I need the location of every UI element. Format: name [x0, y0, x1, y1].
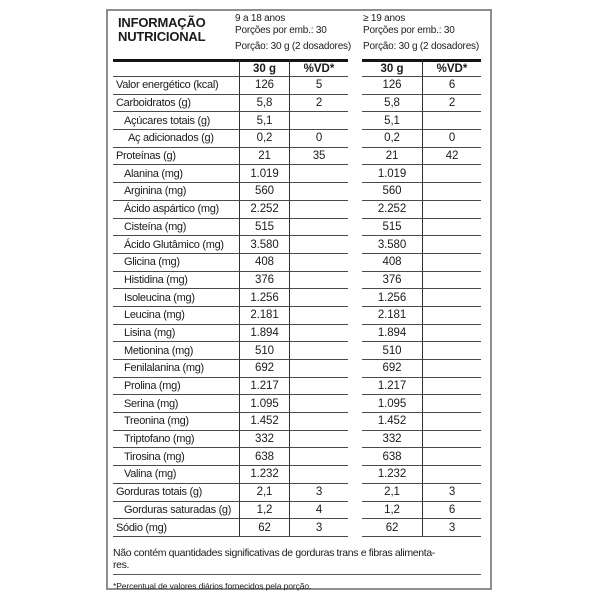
column-gap — [348, 378, 362, 396]
servings-per-pack-label: Porções por emb.: 30 — [235, 24, 327, 36]
column-gap — [348, 502, 362, 520]
cell-dv-19plus — [423, 360, 481, 378]
row-label: Leucina (mg) — [113, 307, 240, 325]
row-label: Arginina (mg) — [113, 183, 240, 201]
cell-dv-19plus — [423, 413, 481, 431]
column-gap — [348, 95, 362, 113]
cell-dv-9-18 — [290, 360, 348, 378]
cell-dv-9-18 — [290, 448, 348, 466]
cell-amount-19plus: 126 — [362, 77, 423, 95]
cell-amount-9-18: 1.095 — [240, 395, 290, 413]
cell-amount-19plus: 21 — [362, 148, 423, 166]
cell-dv-9-18 — [290, 307, 348, 325]
column-gap — [348, 77, 362, 95]
row-label: Valor energético (kcal) — [113, 77, 240, 95]
cell-amount-9-18: 1.019 — [240, 165, 290, 183]
row-label: Triptofano (mg) — [113, 431, 240, 449]
cell-amount-19plus: 3.580 — [362, 236, 423, 254]
group-header-9-18 — [235, 13, 351, 53]
cell-dv-19plus — [423, 201, 481, 219]
cell-amount-19plus: 2.252 — [362, 201, 423, 219]
cell-dv-9-18: 5 — [290, 77, 348, 95]
cell-amount-9-18: 21 — [240, 148, 290, 166]
cell-dv-9-18 — [290, 219, 348, 237]
cell-amount-19plus: 2,1 — [362, 484, 423, 502]
column-gap — [348, 130, 362, 148]
column-gap — [348, 466, 362, 484]
cell-amount-19plus: 332 — [362, 431, 423, 449]
cell-dv-19plus — [423, 395, 481, 413]
cell-dv-19plus — [423, 448, 481, 466]
cell-dv-9-18 — [290, 236, 348, 254]
cell-amount-19plus: 5,1 — [362, 112, 423, 130]
row-label: Treonina (mg) — [113, 413, 240, 431]
cell-dv-19plus — [423, 165, 481, 183]
cell-amount-9-18: 515 — [240, 219, 290, 237]
row-label: Serina (mg) — [113, 395, 240, 413]
cell-amount-19plus: 0,2 — [362, 130, 423, 148]
column-gap — [348, 201, 362, 219]
row-label: Tirosina (mg) — [113, 448, 240, 466]
col-header-amount-9-18: 30 g — [240, 59, 290, 77]
column-gap — [348, 519, 362, 537]
column-gap — [348, 219, 362, 237]
row-label: Glicina (mg) — [113, 254, 240, 272]
cell-amount-9-18: 332 — [240, 431, 290, 449]
cell-amount-19plus: 1.217 — [362, 378, 423, 396]
cell-amount-9-18: 1.232 — [240, 466, 290, 484]
cell-amount-9-18: 1.256 — [240, 289, 290, 307]
cell-dv-9-18 — [290, 201, 348, 219]
cell-amount-9-18: 560 — [240, 183, 290, 201]
cell-dv-19plus — [423, 236, 481, 254]
cell-amount-19plus: 408 — [362, 254, 423, 272]
row-label: Sódio (mg) — [113, 519, 240, 537]
cell-dv-9-18 — [290, 342, 348, 360]
column-gap — [348, 59, 362, 77]
cell-dv-9-18: 3 — [290, 519, 348, 537]
cell-dv-9-18 — [290, 413, 348, 431]
cell-dv-19plus: 3 — [423, 484, 481, 502]
column-gap — [348, 148, 362, 166]
cell-dv-19plus: 0 — [423, 130, 481, 148]
row-label: Gorduras totais (g) — [113, 484, 240, 502]
cell-amount-9-18: 1.452 — [240, 413, 290, 431]
cell-dv-19plus — [423, 254, 481, 272]
cell-amount-9-18: 0,2 — [240, 130, 290, 148]
cell-amount-9-18: 62 — [240, 519, 290, 537]
age-range-label: 9 a 18 anos — [235, 13, 286, 24]
cell-dv-19plus — [423, 219, 481, 237]
cell-dv-9-18: 0 — [290, 130, 348, 148]
column-gap — [348, 325, 362, 343]
cell-amount-19plus: 560 — [362, 183, 423, 201]
cell-amount-9-18: 3.580 — [240, 236, 290, 254]
cell-amount-19plus: 1,2 — [362, 502, 423, 520]
cell-amount-9-18: 510 — [240, 342, 290, 360]
cell-amount-9-18: 638 — [240, 448, 290, 466]
cell-amount-9-18: 1.217 — [240, 378, 290, 396]
cell-dv-9-18: 35 — [290, 148, 348, 166]
column-gap — [348, 413, 362, 431]
row-label: Proteínas (g) — [113, 148, 240, 166]
column-gap — [348, 236, 362, 254]
column-gap — [348, 112, 362, 130]
row-label: Lisina (mg) — [113, 325, 240, 343]
cell-amount-19plus: 1.095 — [362, 395, 423, 413]
nutrition-table — [113, 59, 481, 537]
cell-dv-19plus: 6 — [423, 77, 481, 95]
cell-amount-19plus: 62 — [362, 519, 423, 537]
column-gap — [348, 342, 362, 360]
cell-dv-19plus — [423, 289, 481, 307]
note-line: res. — [113, 559, 130, 571]
cell-dv-9-18 — [290, 431, 348, 449]
row-label: Valina (mg) — [113, 466, 240, 484]
cell-dv-19plus — [423, 378, 481, 396]
daily-values-footnote: *Percentual de valores diários fornecidos pela porção. — [113, 574, 481, 591]
row-label: Açúcares totais (g) — [113, 112, 240, 130]
cell-dv-9-18 — [290, 183, 348, 201]
cell-dv-9-18 — [290, 272, 348, 290]
row-label: Cisteína (mg) — [113, 219, 240, 237]
col-header-amount-19plus: 30 g — [362, 59, 423, 77]
cell-dv-19plus — [423, 325, 481, 343]
cell-amount-9-18: 5,1 — [240, 112, 290, 130]
cell-dv-19plus — [423, 272, 481, 290]
row-label: Metionina (mg) — [113, 342, 240, 360]
cell-dv-9-18 — [290, 112, 348, 130]
column-gap — [348, 484, 362, 502]
cell-dv-9-18 — [290, 165, 348, 183]
cell-dv-9-18 — [290, 325, 348, 343]
portion-label: Porção: 30 g (2 dosadores) — [363, 41, 479, 52]
cell-amount-9-18: 1,2 — [240, 502, 290, 520]
row-label: Fenilalanina (mg) — [113, 360, 240, 378]
cell-dv-9-18: 2 — [290, 95, 348, 113]
cell-amount-19plus: 1.894 — [362, 325, 423, 343]
cell-dv-19plus: 2 — [423, 95, 481, 113]
age-range-label: ≥ 19 anos — [363, 13, 406, 24]
row-label: Ácido aspártico (mg) — [113, 201, 240, 219]
cell-dv-19plus — [423, 307, 481, 325]
cell-amount-9-18: 2.181 — [240, 307, 290, 325]
row-label: Aç adicionados (g) — [113, 130, 240, 148]
row-label: Gorduras saturadas (g) — [113, 502, 240, 520]
cell-amount-9-18: 2.252 — [240, 201, 290, 219]
cell-amount-19plus: 510 — [362, 342, 423, 360]
column-gap — [348, 360, 362, 378]
cell-amount-19plus: 1.256 — [362, 289, 423, 307]
servings-per-pack-label: Porções por emb.: 30 — [363, 24, 455, 36]
row-label: Ácido Glutâmico (mg) — [113, 236, 240, 254]
note-line: Não contém quantidades significativas de gorduras trans e fibras alimenta- — [113, 547, 435, 559]
column-gap — [348, 165, 362, 183]
cell-amount-19plus: 515 — [362, 219, 423, 237]
cell-dv-19plus — [423, 112, 481, 130]
cell-amount-9-18: 1.894 — [240, 325, 290, 343]
cell-dv-9-18 — [290, 466, 348, 484]
col-header-dv-9-18: %VD* — [290, 59, 348, 77]
cell-amount-9-18: 2,1 — [240, 484, 290, 502]
row-label: Alanina (mg) — [113, 165, 240, 183]
cell-amount-9-18: 408 — [240, 254, 290, 272]
cell-dv-9-18 — [290, 289, 348, 307]
cell-dv-19plus — [423, 466, 481, 484]
col-header-dv-19plus: %VD* — [423, 59, 481, 77]
row-label: Prolina (mg) — [113, 378, 240, 396]
cell-dv-9-18 — [290, 254, 348, 272]
portion-label: Porção: 30 g (2 dosadores) — [235, 41, 351, 52]
cell-amount-19plus: 2.181 — [362, 307, 423, 325]
cell-amount-9-18: 692 — [240, 360, 290, 378]
cell-amount-19plus: 638 — [362, 448, 423, 466]
cell-dv-19plus — [423, 431, 481, 449]
cell-dv-9-18: 3 — [290, 484, 348, 502]
column-gap — [348, 183, 362, 201]
panel-title: INFORMAÇÃO NUTRICIONAL — [118, 15, 206, 44]
cell-dv-9-18: 4 — [290, 502, 348, 520]
cell-amount-19plus: 1.452 — [362, 413, 423, 431]
cell-amount-19plus: 376 — [362, 272, 423, 290]
cell-dv-9-18 — [290, 378, 348, 396]
cell-amount-9-18: 5,8 — [240, 95, 290, 113]
cell-amount-19plus: 5,8 — [362, 95, 423, 113]
cell-dv-19plus: 6 — [423, 502, 481, 520]
cell-dv-19plus: 42 — [423, 148, 481, 166]
row-label: Histidina (mg) — [113, 272, 240, 290]
cell-amount-9-18: 376 — [240, 272, 290, 290]
no-significant-amounts-note — [113, 540, 481, 571]
cell-dv-19plus — [423, 342, 481, 360]
corner-cell — [113, 59, 240, 77]
column-gap — [348, 272, 362, 290]
column-gap — [348, 254, 362, 272]
cell-dv-19plus: 3 — [423, 519, 481, 537]
row-label: Carboidratos (g) — [113, 95, 240, 113]
column-gap — [348, 448, 362, 466]
row-label: Isoleucina (mg) — [113, 289, 240, 307]
nutrition-facts-panel — [106, 9, 492, 590]
group-header-19plus — [363, 13, 479, 53]
cell-dv-19plus — [423, 183, 481, 201]
column-gap — [348, 431, 362, 449]
column-gap — [348, 289, 362, 307]
column-gap — [348, 395, 362, 413]
cell-amount-19plus: 1.019 — [362, 165, 423, 183]
cell-amount-19plus: 692 — [362, 360, 423, 378]
cell-amount-9-18: 126 — [240, 77, 290, 95]
cell-dv-9-18 — [290, 395, 348, 413]
column-gap — [348, 307, 362, 325]
cell-amount-19plus: 1.232 — [362, 466, 423, 484]
